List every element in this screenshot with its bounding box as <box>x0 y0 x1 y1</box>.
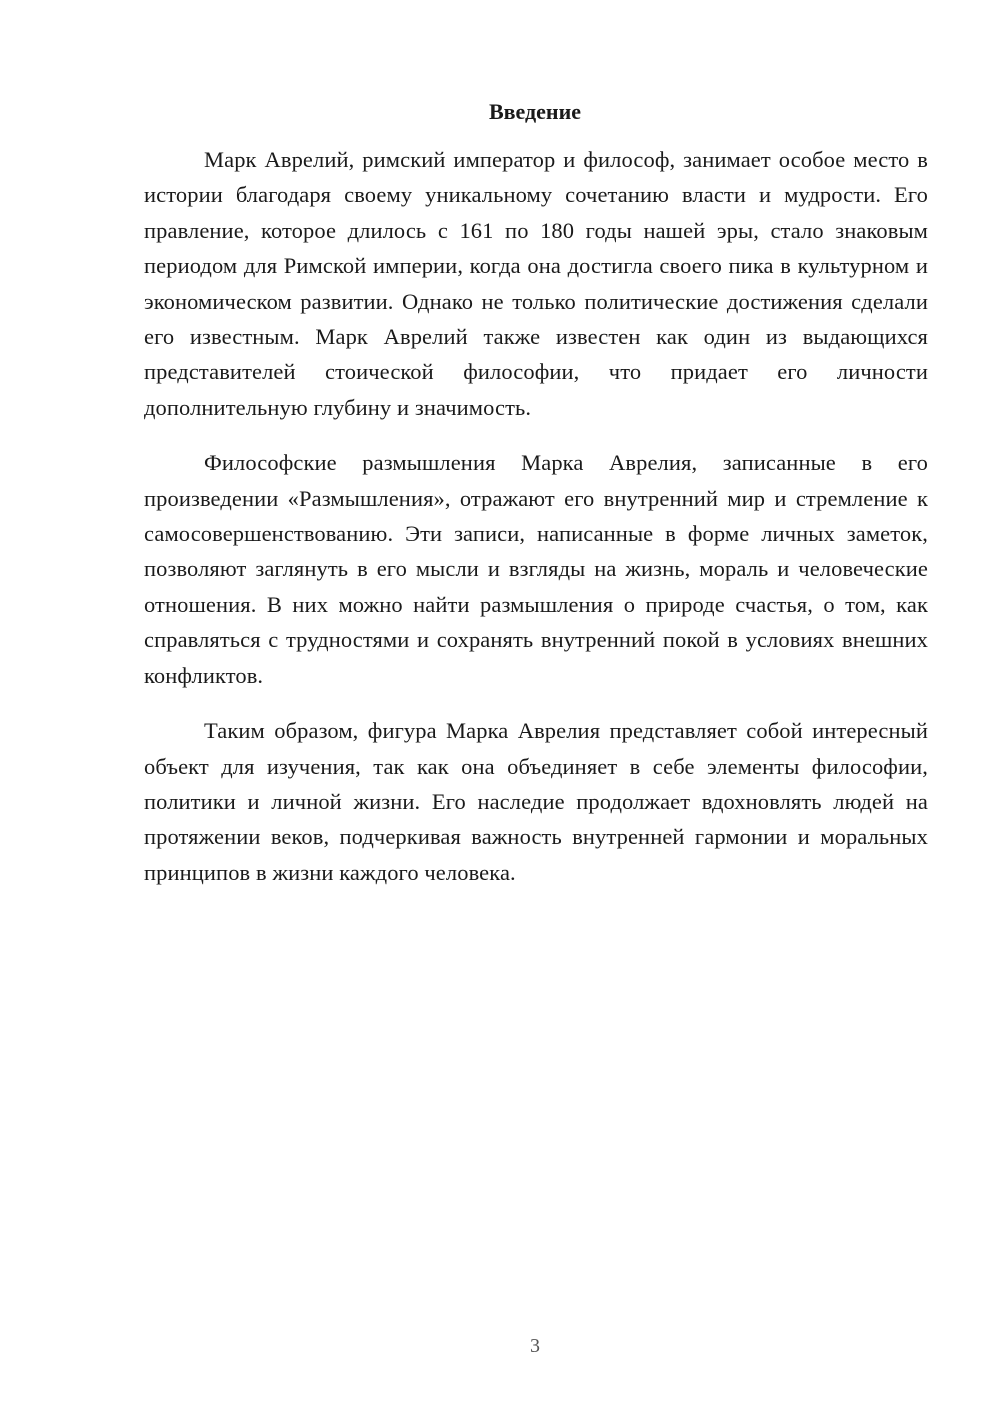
paragraph-3: Таким образом, фигура Марка Аврелия представляет собой интересный объект для изучения, так как она объединяет в себе элементы философии, политики и личной жизни. Его наследие продолжает вдохновлять людей на протяжении веков, подчеркивая важность внутренней гармонии и моральных принципов в жизни каждого человека. <box>144 718 928 885</box>
page-title: Введение <box>488 99 582 124</box>
page-number: 3 <box>530 1335 540 1357</box>
body-text <box>144 142 928 910</box>
paragraph-2: Философские размышления Марка Аврелия, записанные в его произведении «Размышления», отражают его внутренний мир и стремление к самосовершенствованию. Эти записи, написанные в форме личных заметок, позволяют заглянуть в его мысли и взгляды на жизнь, мораль и человеческие отношения. В них можно найти размышления о природе счастья, о том, как справляться с трудностями и сохранять внутренний покой в условиях внешних конфликтов. <box>144 450 928 688</box>
paragraph-1: Марк Аврелий, римский император и философ, занимает особое место в истории благодаря своему уникальному сочетанию власти и мудрости. Его правление, которое длилось с 161 по 180 годы нашей эры, стало знаковым периодом для Римской империи, когда она достигла своего пика в культурном и экономическом развитии. Однако не только политические достижения сделали его известным. Марк Аврелий также известен как один из выдающихся представителей стоической философии, что придает его личности дополнительную глубину и значимость. <box>144 147 928 420</box>
